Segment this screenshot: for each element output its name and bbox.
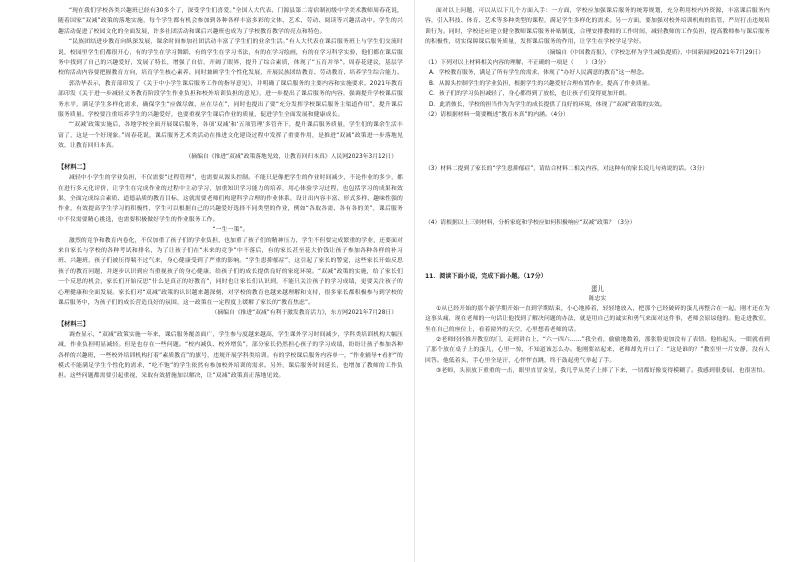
paragraph: 激烈的竞争和教育内卷化，不仅加重了孩子们的学业负担，也加重了孩子们的精神压力，学生不但要完成繁重的学业，还要面对来自家长与学校的各种考试和排名，为了让孩子们在“未来的竞争”中不落后，有的家长甚至花大价钱让孩子参加各种各样的补习班、兴趣班，孩子们被压得喘不过气来，身心健康受到了严重的影响。“学生患抑郁症”，这引起了家长的警觉，这些家长开始反思孩子的教育问题，并逐步认识到应当重视孩子的身心健康，给孩子们的成长提供良好的家庭环境。“双减”政策的实施，给了家长们一个反思的机会，家长们开始反思“什么是真正的好教育”，同时也让家长们认识到，不能只关注孩子的学习成绩，更要关注孩子的心理健康和全面发展。家长们对“双减”政策的认识越来越深刻，对学校的教育也越来越理解和支持，很多家长都积极参与到学校的课后服务中，为孩子们的成长营造良好的氛围，这一政策在一定程度上缓解了家长的“教育焦虑”。 [58, 237, 403, 306]
answer-space [425, 120, 770, 164]
story-paragraph: ②老师轻轻推开教室的门，走到讲台上，“六一四六……”我全看，偷偷地数着，那张脸更加没有了表情。他抬起头，一眼就看到了那个放在桌子上的蛋儿，心里一惊，不知道该怎么办。他刚要站起来，老师却先开口了：“这是谁的？”教室里一片安静，没有人回答。他低着头，手心里全是汗，心怦怦直跳，终于鼓起勇气举起了手。 [425, 336, 770, 364]
column-divider [414, 0, 415, 562]
paragraph: 郭浩华表示，教育部印发了《关于中小学生课后服务工作的指导意见》，并明确了课后服务的主要内容和实施要求。2021年教育部印发《关于进一步减轻义务教育阶段学生作业负担和校外培训负担的意见》，进一步提出了课后服务的内容，强调提升学校课后服务水平，满足学生多样化需求，确保学生“应做尽做、应在尽在”，同时也提出了要“充分发挥学校课后服务主渠道作用”，提升课后服务质量。学校要注重培养学生的兴趣爱好，也要重视学生课后作业的质量，促进学生全面发展和健康成长。 [58, 80, 403, 119]
story-paragraph: ①从已经开始的那个新学期开始一直到学期结束，小心地捧着，轻轻地放入，把那个已经破碎的蛋儿再整合在一起。刚才还在为这事头痛，现在老师的一句话让他找到了解决问题的办法，就是用自己的诚实和勇气来面对这件事，老师会原谅他的。他走进教室，坐在自己的座位上，看着窗外的天空，心里想着老师的话。 [425, 305, 770, 333]
left-column [58, 6, 403, 382]
paragraph: “现在我们学校各类兴趣班已经有30多个了，深受学生们喜爱。”全国人大代表、门源县第二寄宿制初级中学美术教师周春花说，随着国家“双减”政策的落地实施，每个学生都有机会参加到各种各样丰富多彩的文体、艺术、劳动、阅读等兴趣活动中。学生的兴趣活动促进了校园文化的全面发展，许多社团活动和课后兴趣班也成为了学校教育教学的亮点和特色。 [58, 8, 403, 35]
paragraph: “一生一策”。 [212, 227, 249, 234]
option-d: D．此消彼长，学校的担当作为为学生的成长提供了良好的环境，体现了“双减”政策的实效。 [429, 101, 666, 108]
paragraph: “民族团结进步教育向纵深发展，课余时间参加社团活动丰富了学生们的业余生活。”有人大代表在课后服务班上与学生们交流时说，校园里学生们都很开心，有的学生在学习舞蹈，有的学生在学习书法，有的在学习绘画，有的在学习科学实验，他们都在课后服务中找到了自己的兴趣爱好，发展了特长，增强了自信，开阔了眼界，提升了综合素质，体现了“五育并举”。周春花建议，基层学校的活动内容要把握教育方向，培育学生核心素养，同时兼顾学生个性化发展，开展民族团结教育、劳动教育、培养学生综合能力。 [58, 39, 403, 77]
source-citation: （摘编自《中国教育报》，《学校怎样为学生减负提质》，中国新闻网2021年7月29日） [543, 49, 764, 56]
option-b: B．从源头控制学生的学业负担，根据学生的兴趣爱好合理布置作业，提高了作业质量。 [429, 80, 654, 87]
material-heading: 【材料三】 [58, 320, 89, 328]
right-column [425, 6, 770, 377]
answer-space [425, 228, 770, 272]
paragraph: 调查显示，“双减”政策实施一年来，课后服务覆盖面广，学生参与度越来越高，学生课外学习时间减少，学科类培训机构大幅压减，作业负担明显减轻。但是也存在一些问题。“校内减负、校外增负”，部分家长仍然担心孩子的学习成绩，纷纷让孩子参加各种各样的兴趣班，一些校外培训机构打着“素质教育”的旗号，违规开展学科类培训。有的学校课后服务内容单一，“作业辅导+看护”的模式不能满足学生个性化的需求，“吃不饱”的学生依然有参加校外培训的需求。另外，课后服务时间延长，也增加了教师的工作负担。这些问题都需要引起重视，采取有效措施加以解决，让“双减”政策真正落地见效。 [58, 331, 403, 380]
question-1: （1）下列对以上材料相关内容的理解，不正确的一项是（ ）（3分） [425, 60, 610, 67]
paragraph: 减轻中小学生的学业负担，不仅需要“过程管理”，也需要从源头控制。不能只是像把学生的作业时间减少，不论作业的多少，都在进行多元化评价，让学生在完成作业的过程中主动学习，加重知识学习能力的培养，用心体验学习过程，也包括学习的成果和效果，全面完成综合素质、道德品质的教育目标，这就需要老师们构建科学合理的作业体系，设计出内容丰富、形式多样、趣味性强的作业，有效提高学生学习的积极性，学生可以根据自己的兴趣爱好选择不同类型的作业，例如“各取各需、各有各的美”，课后服务中不仅需要精心挑选，也需要积极做好学生的作业服务工作。 [58, 175, 403, 223]
section-question-11: 11．阅读下面小说，完成下面小题。（17分） [425, 273, 547, 281]
paragraph: 面对以上问题，可以从以下几个方面入手：一方面，学校应加强课后服务的统筹规划，充分利用校内外资源，丰富课后服务内容，引入科技、体育、艺术等多种类型的课程，满足学生多样化的需求。另一方面，要加强对校外培训机构的监管，严厉打击违规培训行为。同时，学校还应建立健全教师课后服务补贴制度，合理安排教师的工作时间，减轻教师的工作负担，提高教师参与课后服务的积极性，切实保障课后服务质量，发挥课后服务的作用，让学生在学校学足学好。 [425, 8, 770, 46]
answer-space [425, 175, 770, 218]
paragraph: “‘双减’政策实施后，各地学校全面开展课后服务，各项‘双减’和‘五项管理’多管齐下，提升课后服务质量，学生们的课余生活丰富了，这是一个好现象。”周春花说，课后服务艺术类活动在推进文化建设过程中发挥了重要作用，是推进“双减”政策进一步落地见效，让教育回归本真。 [58, 122, 403, 150]
option-c: C．孩子们的学习负担减轻了，身心都得到了放松，也让孩子们变得更加开朗。 [429, 91, 631, 98]
question-3: （3）材料二提到了家长的“学生患抑郁症”，请结合材料二相关内容，对这种有的家长说几句劝说的话。（3分） [425, 166, 708, 173]
source-citation: （摘编自《推进“双减”有利于激发教育活力》，东方网2021年7月28日） [211, 310, 397, 317]
question-2: （2）请根据材料一简要概述“教育本真”的内涵。（4分） [425, 112, 569, 119]
source-citation: （摘编自《推进“双减”政策落地见效，让教育回归本真》人民网2023年3月12日） [185, 153, 397, 160]
option-a: A．学校教育服务，满足了所有学生的需求，体现了“办好人民满意的教育”这一理念。 [429, 70, 648, 77]
question-4: （4）请根据以上三则材料，分析家庭和学校应如何积极响应“双减”政策？（3分） [425, 219, 636, 226]
story-author: 陈忠实 [588, 295, 607, 302]
material-heading: 【材料二】 [58, 164, 89, 172]
story-title: 蛋儿 [590, 284, 605, 293]
story-paragraph: ③老师，头顶放下重重的一击，眼里直冒金星，我几乎从凳子上摔了下来，一切都好像变得模糊了。我感到很委屈，也很害怕。 [436, 368, 769, 375]
